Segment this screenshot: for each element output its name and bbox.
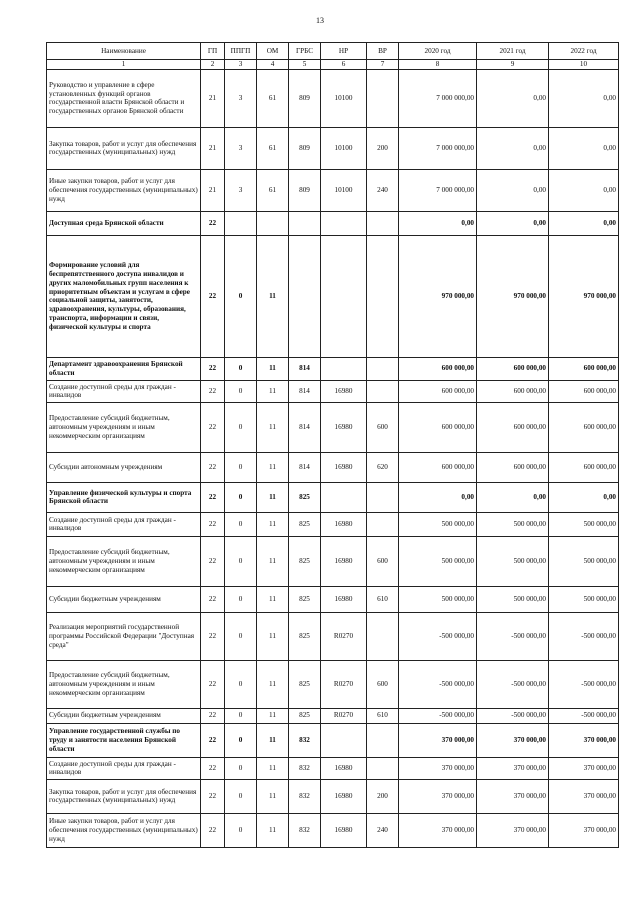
column-header: Наименование <box>47 43 201 60</box>
ppgp-cell: 0 <box>225 757 257 779</box>
nr-cell <box>321 211 367 235</box>
table-row <box>47 380 619 402</box>
grbs-cell: 814 <box>289 380 321 402</box>
grbs-cell: 832 <box>289 813 321 847</box>
column-header: ОМ <box>257 43 289 60</box>
amount-2021-cell: -500 000,00 <box>477 660 549 708</box>
gp-cell: 21 <box>201 127 225 169</box>
amount-2021-cell: 0,00 <box>477 482 549 512</box>
nr-cell: 10100 <box>321 169 367 211</box>
amount-2021-cell: 370 000,00 <box>477 757 549 779</box>
vr-cell: 600 <box>367 536 399 586</box>
grbs-cell: 809 <box>289 127 321 169</box>
vr-cell: 620 <box>367 452 399 482</box>
vr-cell <box>367 235 399 357</box>
amount-2022-cell: 370 000,00 <box>549 757 619 779</box>
nr-cell: R0270 <box>321 612 367 660</box>
om-cell: 61 <box>257 69 289 127</box>
amount-2021-cell: -500 000,00 <box>477 708 549 723</box>
row-name-cell: Создание доступной среды для граждан - инвалидов <box>47 380 201 402</box>
om-cell <box>257 211 289 235</box>
row-name-cell: Предоставление субсидий бюджетным, автономным учреждениям и иным некоммерческим организациям <box>47 402 201 452</box>
grbs-cell: 825 <box>289 708 321 723</box>
vr-cell: 600 <box>367 660 399 708</box>
gp-cell: 22 <box>201 723 225 757</box>
nr-cell: 16980 <box>321 536 367 586</box>
gp-cell: 22 <box>201 612 225 660</box>
table-row <box>47 612 619 660</box>
grbs-cell: 832 <box>289 779 321 813</box>
nr-cell <box>321 723 367 757</box>
nr-cell <box>321 357 367 380</box>
row-name-cell: Иные закупки товаров, работ и услуг для обеспечения государственных (муниципальных) нужд <box>47 169 201 211</box>
gp-cell: 21 <box>201 69 225 127</box>
om-cell: 11 <box>257 536 289 586</box>
ppgp-cell: 0 <box>225 612 257 660</box>
vr-cell: 600 <box>367 402 399 452</box>
nr-cell <box>321 235 367 357</box>
amount-2022-cell: 600 000,00 <box>549 452 619 482</box>
table-row <box>47 779 619 813</box>
om-cell: 11 <box>257 235 289 357</box>
column-number: 9 <box>477 60 549 70</box>
table-row <box>47 169 619 211</box>
vr-cell <box>367 512 399 536</box>
grbs-cell: 832 <box>289 723 321 757</box>
nr-cell: 16980 <box>321 452 367 482</box>
table-body <box>47 69 619 847</box>
vr-cell: 200 <box>367 779 399 813</box>
table-row <box>47 452 619 482</box>
gp-cell: 22 <box>201 813 225 847</box>
column-number-row <box>47 60 619 70</box>
ppgp-cell: 0 <box>225 402 257 452</box>
om-cell: 11 <box>257 660 289 708</box>
column-header: ППГП <box>225 43 257 60</box>
ppgp-cell: 3 <box>225 127 257 169</box>
amount-2022-cell: 500 000,00 <box>549 512 619 536</box>
column-number: 1 <box>47 60 201 70</box>
ppgp-cell: 0 <box>225 723 257 757</box>
amount-2021-cell: 600 000,00 <box>477 402 549 452</box>
vr-cell: 200 <box>367 127 399 169</box>
table-row <box>47 402 619 452</box>
page-number: 13 <box>316 16 324 25</box>
nr-cell <box>321 482 367 512</box>
om-cell: 11 <box>257 357 289 380</box>
grbs-cell: 825 <box>289 482 321 512</box>
table-row <box>47 586 619 612</box>
row-name-cell: Предоставление субсидий бюджетным, автономным учреждениям и иным некоммерческим организациям <box>47 660 201 708</box>
amount-2021-cell: 970 000,00 <box>477 235 549 357</box>
amount-2022-cell: 0,00 <box>549 169 619 211</box>
om-cell: 61 <box>257 169 289 211</box>
table-row <box>47 757 619 779</box>
amount-2022-cell: -500 000,00 <box>549 660 619 708</box>
row-name-cell: Субсидии бюджетным учреждениям <box>47 708 201 723</box>
amount-2020-cell: 600 000,00 <box>399 380 477 402</box>
amount-2022-cell: 370 000,00 <box>549 779 619 813</box>
gp-cell: 21 <box>201 169 225 211</box>
amount-2021-cell: 500 000,00 <box>477 586 549 612</box>
vr-cell <box>367 357 399 380</box>
table-row <box>47 512 619 536</box>
ppgp-cell: 3 <box>225 69 257 127</box>
amount-2020-cell: 600 000,00 <box>399 452 477 482</box>
row-name-cell: Управление государственной службы по труду и занятости населения Брянской области <box>47 723 201 757</box>
amount-2021-cell: 370 000,00 <box>477 779 549 813</box>
gp-cell: 22 <box>201 586 225 612</box>
nr-cell: 16980 <box>321 779 367 813</box>
amount-2020-cell: -500 000,00 <box>399 708 477 723</box>
grbs-cell: 825 <box>289 660 321 708</box>
om-cell: 11 <box>257 813 289 847</box>
amount-2020-cell: 600 000,00 <box>399 357 477 380</box>
amount-2020-cell: 0,00 <box>399 482 477 512</box>
amount-2022-cell: 370 000,00 <box>549 723 619 757</box>
ppgp-cell: 0 <box>225 512 257 536</box>
table-row <box>47 69 619 127</box>
grbs-cell: 809 <box>289 169 321 211</box>
gp-cell: 22 <box>201 402 225 452</box>
grbs-cell <box>289 211 321 235</box>
table-row <box>47 813 619 847</box>
amount-2020-cell: 7 000 000,00 <box>399 69 477 127</box>
amount-2022-cell: -500 000,00 <box>549 612 619 660</box>
ppgp-cell: 3 <box>225 169 257 211</box>
row-name-cell: Руководство и управление в сфере установленных функций органов государственной власти Брянской области и государственных органов Брянской области <box>47 69 201 127</box>
vr-cell: 240 <box>367 169 399 211</box>
table-row <box>47 211 619 235</box>
amount-2021-cell: 370 000,00 <box>477 723 549 757</box>
amount-2020-cell: 370 000,00 <box>399 813 477 847</box>
nr-cell: 16980 <box>321 813 367 847</box>
ppgp-cell: 0 <box>225 536 257 586</box>
budget-table <box>46 42 619 848</box>
amount-2022-cell: 0,00 <box>549 69 619 127</box>
column-header: НР <box>321 43 367 60</box>
om-cell: 11 <box>257 452 289 482</box>
column-header: 2022 год <box>549 43 619 60</box>
gp-cell: 22 <box>201 757 225 779</box>
grbs-cell: 814 <box>289 357 321 380</box>
gp-cell: 22 <box>201 536 225 586</box>
gp-cell: 22 <box>201 380 225 402</box>
row-name-cell: Субсидии бюджетным учреждениям <box>47 586 201 612</box>
amount-2020-cell: 500 000,00 <box>399 512 477 536</box>
om-cell: 11 <box>257 723 289 757</box>
nr-cell: 16980 <box>321 512 367 536</box>
row-name-cell: Управление физической культуры и спорта Брянской области <box>47 482 201 512</box>
om-cell: 11 <box>257 757 289 779</box>
amount-2021-cell: 600 000,00 <box>477 452 549 482</box>
table-row <box>47 235 619 357</box>
om-cell: 11 <box>257 612 289 660</box>
row-name-cell: Реализация мероприятий государственной программы Российской Федерации "Доступная среда" <box>47 612 201 660</box>
amount-2020-cell: 500 000,00 <box>399 536 477 586</box>
vr-cell: 610 <box>367 586 399 612</box>
gp-cell: 22 <box>201 357 225 380</box>
gp-cell: 22 <box>201 482 225 512</box>
column-number: 6 <box>321 60 367 70</box>
amount-2020-cell: 370 000,00 <box>399 779 477 813</box>
row-name-cell: Закупка товаров, работ и услуг для обеспечения государственных (муниципальных) нужд <box>47 127 201 169</box>
grbs-cell: 825 <box>289 612 321 660</box>
amount-2022-cell: 500 000,00 <box>549 536 619 586</box>
amount-2021-cell: 370 000,00 <box>477 813 549 847</box>
nr-cell: 16980 <box>321 402 367 452</box>
amount-2022-cell: 600 000,00 <box>549 380 619 402</box>
grbs-cell: 825 <box>289 512 321 536</box>
nr-cell: 10100 <box>321 127 367 169</box>
nr-cell: 16980 <box>321 757 367 779</box>
amount-2021-cell: 0,00 <box>477 211 549 235</box>
amount-2022-cell: 600 000,00 <box>549 357 619 380</box>
amount-2020-cell: 970 000,00 <box>399 235 477 357</box>
table-row <box>47 536 619 586</box>
table-row <box>47 660 619 708</box>
amount-2022-cell: 370 000,00 <box>549 813 619 847</box>
table-row <box>47 708 619 723</box>
amount-2022-cell: -500 000,00 <box>549 708 619 723</box>
column-number: 7 <box>367 60 399 70</box>
ppgp-cell: 0 <box>225 660 257 708</box>
amount-2020-cell: 370 000,00 <box>399 723 477 757</box>
om-cell: 11 <box>257 512 289 536</box>
table-header-row <box>47 43 619 60</box>
vr-cell <box>367 211 399 235</box>
column-header: 2020 год <box>399 43 477 60</box>
column-header: ГРБС <box>289 43 321 60</box>
amount-2020-cell: 600 000,00 <box>399 402 477 452</box>
vr-cell <box>367 482 399 512</box>
amount-2022-cell: 0,00 <box>549 127 619 169</box>
gp-cell: 22 <box>201 235 225 357</box>
column-number: 8 <box>399 60 477 70</box>
table-row <box>47 357 619 380</box>
amount-2022-cell: 600 000,00 <box>549 402 619 452</box>
row-name-cell: Создание доступной среды для граждан - инвалидов <box>47 757 201 779</box>
amount-2020-cell: 7 000 000,00 <box>399 127 477 169</box>
grbs-cell: 825 <box>289 586 321 612</box>
amount-2020-cell: -500 000,00 <box>399 660 477 708</box>
ppgp-cell: 0 <box>225 586 257 612</box>
row-name-cell: Доступная среда Брянской области <box>47 211 201 235</box>
amount-2021-cell: 0,00 <box>477 169 549 211</box>
row-name-cell: Предоставление субсидий бюджетным, автономным учреждениям и иным некоммерческим организациям <box>47 536 201 586</box>
ppgp-cell: 0 <box>225 779 257 813</box>
row-name-cell: Создание доступной среды для граждан - инвалидов <box>47 512 201 536</box>
grbs-cell: 814 <box>289 402 321 452</box>
nr-cell: 10100 <box>321 69 367 127</box>
amount-2021-cell: 600 000,00 <box>477 357 549 380</box>
column-number: 2 <box>201 60 225 70</box>
table-row <box>47 482 619 512</box>
ppgp-cell <box>225 211 257 235</box>
amount-2020-cell: 500 000,00 <box>399 586 477 612</box>
row-name-cell: Иные закупки товаров, работ и услуг для обеспечения государственных (муниципальных) нужд <box>47 813 201 847</box>
ppgp-cell: 0 <box>225 357 257 380</box>
amount-2022-cell: 0,00 <box>549 211 619 235</box>
om-cell: 11 <box>257 708 289 723</box>
nr-cell: 16980 <box>321 586 367 612</box>
amount-2021-cell: 0,00 <box>477 69 549 127</box>
gp-cell: 22 <box>201 779 225 813</box>
grbs-cell <box>289 235 321 357</box>
vr-cell <box>367 380 399 402</box>
amount-2021-cell: 500 000,00 <box>477 536 549 586</box>
ppgp-cell: 0 <box>225 380 257 402</box>
gp-cell: 22 <box>201 211 225 235</box>
table-row <box>47 723 619 757</box>
gp-cell: 22 <box>201 512 225 536</box>
vr-cell <box>367 757 399 779</box>
column-header: ВР <box>367 43 399 60</box>
row-name-cell: Субсидии автономным учреждениям <box>47 452 201 482</box>
vr-cell <box>367 612 399 660</box>
amount-2021-cell: 0,00 <box>477 127 549 169</box>
gp-cell: 22 <box>201 452 225 482</box>
gp-cell: 22 <box>201 708 225 723</box>
ppgp-cell: 0 <box>225 482 257 512</box>
om-cell: 11 <box>257 482 289 512</box>
amount-2021-cell: 600 000,00 <box>477 380 549 402</box>
amount-2021-cell: -500 000,00 <box>477 612 549 660</box>
vr-cell <box>367 69 399 127</box>
column-number: 10 <box>549 60 619 70</box>
nr-cell: R0270 <box>321 660 367 708</box>
column-number: 5 <box>289 60 321 70</box>
vr-cell: 610 <box>367 708 399 723</box>
om-cell: 11 <box>257 380 289 402</box>
amount-2020-cell: 0,00 <box>399 211 477 235</box>
amount-2021-cell: 500 000,00 <box>477 512 549 536</box>
amount-2022-cell: 500 000,00 <box>549 586 619 612</box>
column-header: ГП <box>201 43 225 60</box>
grbs-cell: 809 <box>289 69 321 127</box>
om-cell: 11 <box>257 779 289 813</box>
amount-2022-cell: 970 000,00 <box>549 235 619 357</box>
ppgp-cell: 0 <box>225 708 257 723</box>
amount-2020-cell: -500 000,00 <box>399 612 477 660</box>
column-number: 3 <box>225 60 257 70</box>
grbs-cell: 814 <box>289 452 321 482</box>
ppgp-cell: 0 <box>225 813 257 847</box>
om-cell: 61 <box>257 127 289 169</box>
column-header: 2021 год <box>477 43 549 60</box>
vr-cell: 240 <box>367 813 399 847</box>
amount-2020-cell: 7 000 000,00 <box>399 169 477 211</box>
nr-cell: 16980 <box>321 380 367 402</box>
amount-2022-cell: 0,00 <box>549 482 619 512</box>
nr-cell: R0270 <box>321 708 367 723</box>
grbs-cell: 825 <box>289 536 321 586</box>
column-number: 4 <box>257 60 289 70</box>
row-name-cell: Формирование условий для беспрепятственного доступа инвалидов и других маломобильных групп населения к приоритетным объектам и услугам в сфере социальной защиты, занятости, здравоохранения, культуры, образования, транспорта, информации и связи, физической культуры и спорта <box>47 235 201 357</box>
amount-2020-cell: 370 000,00 <box>399 757 477 779</box>
vr-cell <box>367 723 399 757</box>
gp-cell: 22 <box>201 660 225 708</box>
ppgp-cell: 0 <box>225 235 257 357</box>
row-name-cell: Департамент здравоохранения Брянской области <box>47 357 201 380</box>
grbs-cell: 832 <box>289 757 321 779</box>
row-name-cell: Закупка товаров, работ и услуг для обеспечения государственных (муниципальных) нужд <box>47 779 201 813</box>
table-row <box>47 127 619 169</box>
om-cell: 11 <box>257 586 289 612</box>
om-cell: 11 <box>257 402 289 452</box>
ppgp-cell: 0 <box>225 452 257 482</box>
